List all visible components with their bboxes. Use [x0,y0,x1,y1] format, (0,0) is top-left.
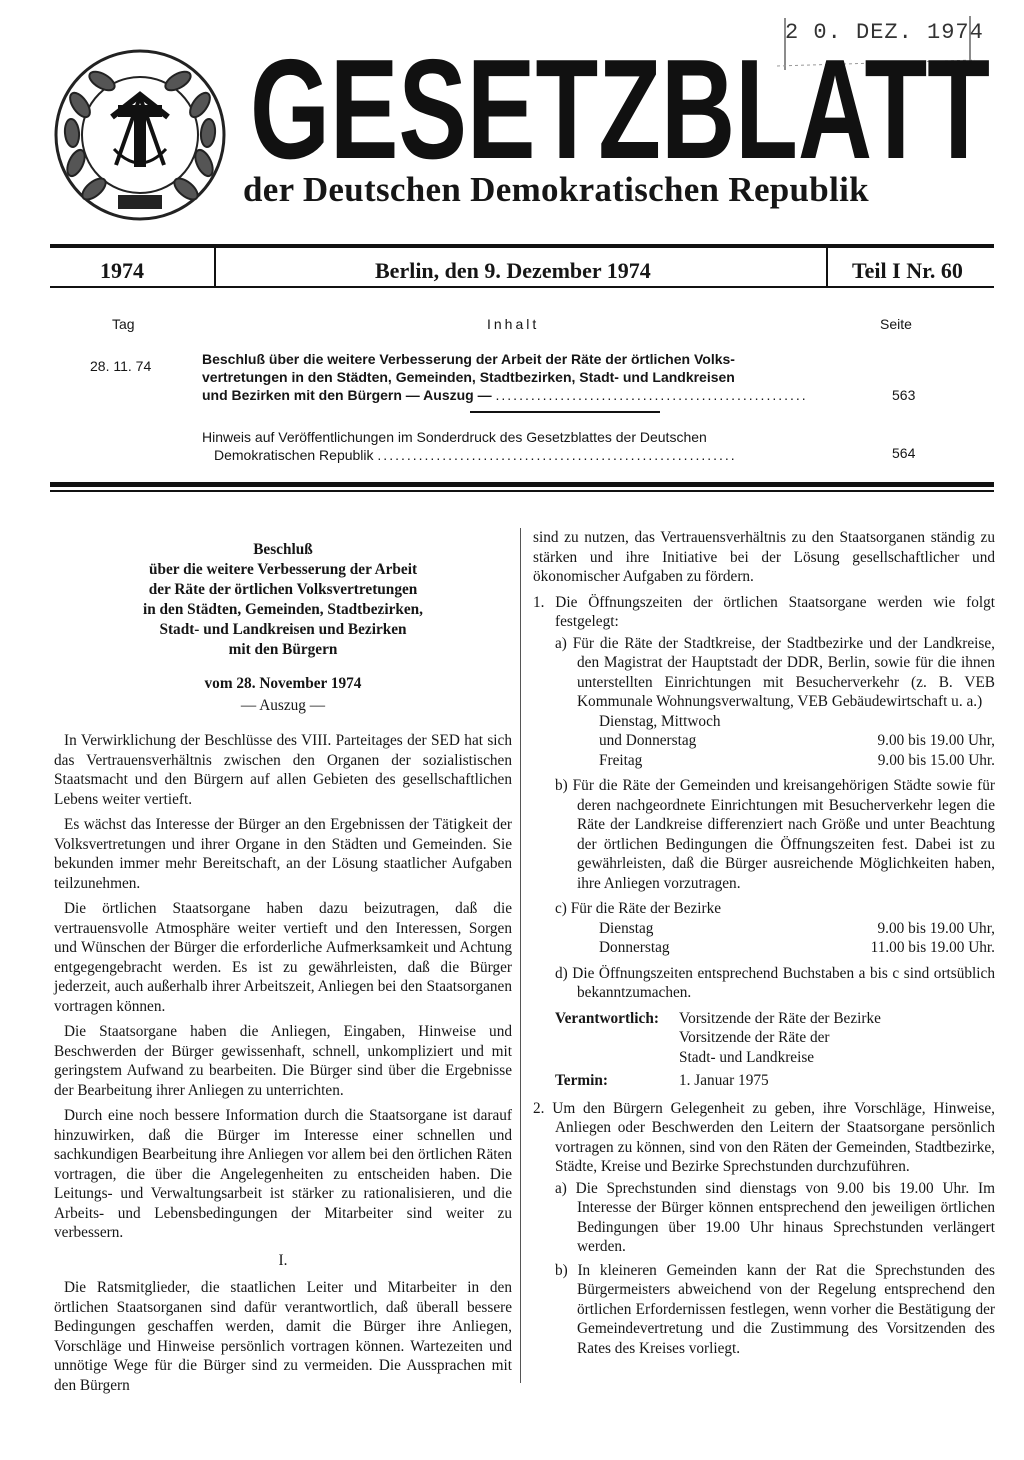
schedule-1 [555,712,995,771]
toc-leader-dots: ............................................................. [377,447,737,463]
list-item-2: 2. Um den Bürgern Gelegenheit zu geben, ihre Vorschläge, Hinweise, Anliegen oder Beschwerden den Leitern der Staatsorgane persönlich vortragen zu können, sind von den Räten der Gemeinden, Stadtbezirke, Städte, Kreise und Bezirke Sprechstunden durchzuführen. [533,1099,995,1175]
toc-col-day: Tag [112,316,135,332]
schedule-day: Donnerstag [599,939,670,956]
deadline-label: Termin: [555,1072,608,1089]
schedule-time: 9.00 bis 15.00 Uhr. [877,751,995,769]
header-rule-bottom [50,286,994,288]
state-emblem [50,45,230,225]
toc-bottom-rule-thin [50,490,994,492]
list-item-1b: b) Für die Räte der Gemeinden und kreisangehörigen Städte sowie für deren nachgeordnete Einrichtungen mit Besucherverkehr legen die Räte der Landkreise differenziert nach Größe und unter Beachtung der örtlichen Bedingungen die Öffnungszeiten fest. Dabei ist zu gewährleisten, daß die Bürger ausreichende Möglichkeiten haben, ihre Anliegen vorzutragen. [555,777,995,892]
toc-leader-dots: ..................................................... [495,387,808,403]
title-line: Beschluß [253,541,313,558]
svg-text:GESETZBLATT: GESETZBLATT [250,30,990,170]
page-number: 563 [966,60,987,75]
list-item-2a: a) Die Sprechstunden sind dienstags von 9.00 bis 19.00 Uhr. Im Interesse der Bürger können entsprechend den jeweiligen örtlichen Bedingungen über 19.00 Uhr hinaus Sprechstunden verlängert werden. [555,1179,995,1255]
toc-entry [202,428,842,464]
list-item-1d: d) Die Öffnungszeiten entsprechend Buchstaben a bis c sind ortsüblich bekanntzumachen. [555,964,995,1001]
title-line: der Räte der örtlichen Volksvertretungen [148,581,418,598]
toc-col-page: Seite [880,316,912,332]
paragraph: sind zu nutzen, das Vertrauensverhältnis zu den Staatsorganen ständig zu stärken und ihre Initiative bei der Lösung gesellschaftlicher und ökonomischer Aufgaben zu fördern. [533,529,995,585]
toc-entry-line: Demokratischen Republik [214,447,374,463]
responsible-value: Vorsitzende der Räte der Bezirke [679,1009,881,1027]
received-date-stamp: 2 0. DEZ. 1974 [785,20,984,45]
schedule-time: 11.00 bis 19.00 Uhr. [870,939,995,956]
responsible-value: Vorsitzende der Räte der [679,1029,830,1046]
list-item-1c: c) Für die Räte der Bezirke [555,900,722,917]
header-rule-top [50,244,994,248]
schedule-day: Dienstag [599,919,654,937]
toc-entry-page: 563 [892,387,916,403]
toc-separator [470,411,660,413]
excerpt-note: — Auszug — [240,696,326,714]
toc-bottom-rule [50,482,994,487]
toc-entry-line: vertretungen in den Städten, Gemeinden, Stadtbezirken, Stadt- und Landkreisen [202,369,735,385]
schedule-day: und Donnerstag [599,732,697,749]
responsible-label: Verantwortlich: [555,1009,659,1027]
header-place-date: Berlin, den 9. Dezember 1974 [375,258,651,283]
paragraph: Durch eine noch bessere Information durch die Staatsorgane ist darauf hinzuwirken, daß die Bürger im Interesse einer schnellen und sachkundigen Bearbeitung ihre Anliegen vor allem bei den örtlichen Räten vortragen, die über die Angelegenheiten zu entscheiden haben. Die Leitungs- und Verwaltungsarbeit ist stärker zu rationalisieren, und die Arbeits- und Lebensbedingungen der Mitarbeiter sind weiter zu verbessern. [54,1107,512,1241]
toc-entry-line: und Bezirken mit den Bürgern — Auszug — [202,387,492,403]
header-year: 1974 [100,258,144,283]
title-line: in den Städten, Gemeinden, Stadtbezirken, [142,601,424,618]
toc-entry-line: Hinweis auf Veröffentlichungen im Sonderdruck des Gesetzblattes der Deutschen [202,429,707,445]
header-divider-left [214,246,216,288]
list-item-1: 1. Die Öffnungszeiten der örtlichen Staatsorgane werden wie folgt festgelegt: [533,593,995,630]
header-divider-right [826,246,828,288]
schedule-time: 9.00 bis 19.00 Uhr, [877,919,995,937]
paragraph: Es wächst das Interesse der Bürger an den Ergebnissen der Tätigkeit der Volksvertretungen und ihrer Organe in den Städten und Gemeinden. Sie bekunden immer mehr Bereitschaft, an der Lösung staatlicher Aufgaben teilzunehmen. [54,816,512,892]
schedule-2 [555,919,995,958]
list-item-2b: b) In kleineren Gemeinden kann der Rat die Sprechstunden des Bürgermeisters abweichend von der Regelung entsprechend den örtlichen Erfordernissen festlegen, wenn vorher die Bestätigung der Gemeindevertretung und die Zustimmung des Vorsitzenden des Rates des Kreises vorliegt. [555,1261,995,1357]
right-column [533,528,995,1358]
schedule-day: Freitag [599,751,643,769]
toc-entry-day: 28. 11. 74 [90,358,152,374]
responsible-value: Stadt- und Landkreise [679,1048,815,1066]
left-column [54,540,512,1395]
section-heading: I. [278,1251,288,1269]
title-line: Stadt- und Landkreisen und Bezirken [159,621,407,638]
paragraph: Die Ratsmitglieder, die staatlichen Leiter und Mitarbeiter in den örtlichen Staatsorganen sind dafür verantwortlich, daß überall bessere Bedingungen geschaffen werden, damit die Bürger ihre Anliegen, Vorschläge und Hinweise persönlich vortragen können. Wartezeiten und unnötige Wege für die Bürger sind zu vermeiden. Die Aussprachen mit den Bürgern [54,1279,512,1394]
paragraph: Die örtlichen Staatsorgane haben dazu beizutragen, daß die vertrauensvolle Atmosphäre weiter vertieft und den Interessen, Sorgen und Wünschen der Bürger die erforderliche Aufmerksamkeit und Achtung entgegengebracht werden. Es ist zu gewährleisten, daß die Bürger jederzeit, auch außerhalb ihrer Arbeitszeit, Anliegen bei den Staatsorganen vortragen können. [54,900,512,1015]
masthead-subtitle: der Deutschen Demokratischen Republik [243,170,869,209]
paragraph: Die Staatsorgane haben die Anliegen, Eingaben, Hinweise und Beschwerden der Bürger gewissenhaft, schnell, unkompliziert und mit geringstem Aufwand zu bearbeiten. Die Bürger sind über die Ergebnisse der Bearbeitung ihrer Anliegen zu unterrichten. [54,1023,512,1099]
schedule-day: Dienstag, Mittwoch [599,712,721,730]
header-part-number: Teil I Nr. 60 [852,258,963,283]
column-divider [520,528,521,1383]
toc-col-content: Inhalt [487,316,540,332]
decision-date: vom 28. November 1974 [204,675,362,692]
title-line: mit den Bürgern [228,641,338,658]
responsibility-block [533,1009,995,1091]
toc-entry-line: Beschluß über die weitere Verbesserung der Arbeit der Räte der örtlichen Volks- [202,351,735,367]
schedule-time: 9.00 bis 19.00 Uhr, [877,732,995,749]
toc-entry-page: 564 [892,445,916,461]
toc-entry [202,350,842,404]
masthead-title [240,30,1000,170]
deadline-value: 1. Januar 1975 [679,1072,769,1089]
paragraph: In Verwirklichung der Beschlüsse des VIII. Parteitages der SED hat sich das Vertrauensverhältnis zwischen den Organen der sozialistischen Staatsmacht und den Bürgern auf allen Gebieten des gesellschaftlichen Lebens weiter vertieft. [54,732,512,808]
decision-title [54,540,512,660]
list-item-1a: a) Für die Räte der Stadtkreise, der Stadtbezirke und der Landkreise, den Magistrat der Hauptstadt der DDR, Berlin, sowie für die ihnen unterstellten Einrichtungen mit Besucherverkehr (z. B. VEB Kommunale Wohnungsverwaltung, VEB Gebäudewirtschaft u. a.) [555,634,995,710]
title-line: über die weitere Verbesserung der Arbeit [148,561,418,578]
